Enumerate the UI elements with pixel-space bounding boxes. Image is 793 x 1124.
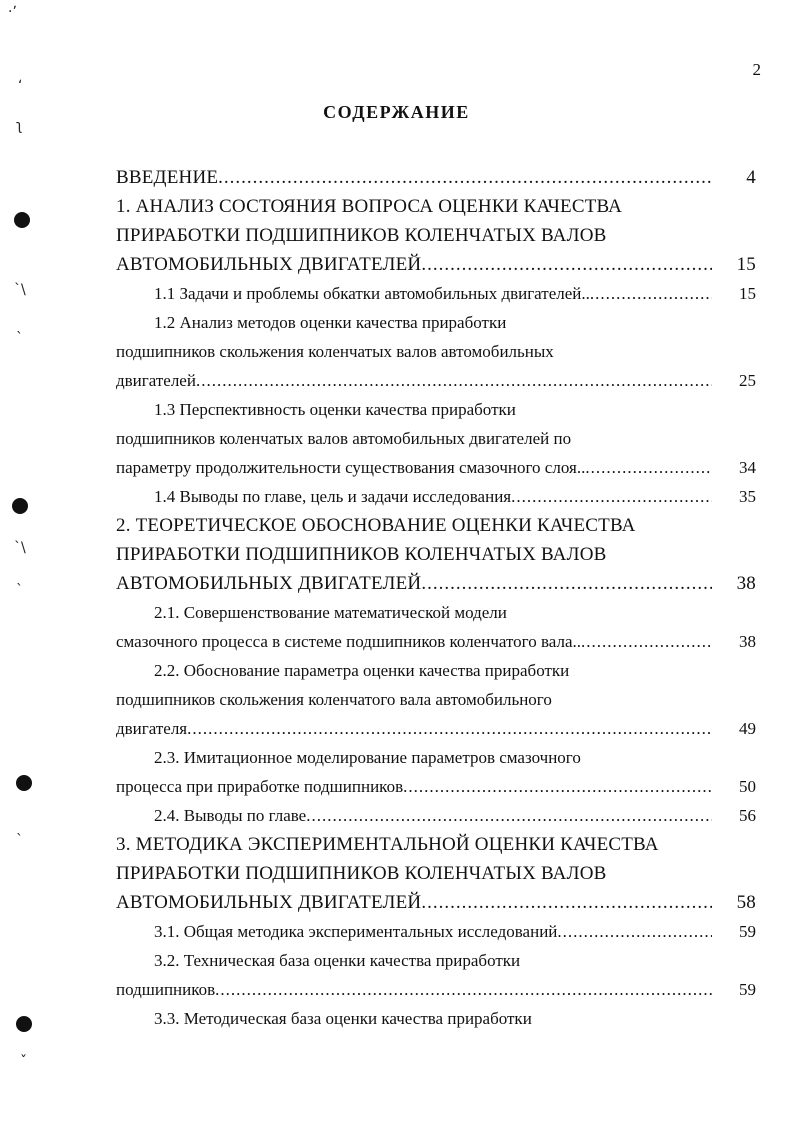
toc-page-number: 56 [739, 806, 756, 825]
toc-page-number: 34 [739, 458, 756, 477]
toc-line-text: ПРИРАБОТКИ ПОДШИПНИКОВ КОЛЕНЧАТЫХ ВАЛОВ [116, 225, 607, 246]
toc-page-number: 59 [739, 980, 756, 999]
toc-line-text: 3.3. Методическая база оценки качества приработки [154, 1009, 532, 1028]
toc-entry [154, 279, 756, 308]
scan-speck: ˋ\ [14, 540, 26, 556]
punch-hole-mark [14, 212, 30, 228]
toc-page-number: 58 [736, 892, 756, 913]
toc-line [116, 540, 756, 569]
toc-leader-dots [421, 888, 712, 917]
toc-entry-title: АВТОМОБИЛЬНЫХ ДВИГАТЕЛЕЙ [116, 892, 422, 913]
scan-speck: ˋ\ [14, 282, 26, 298]
toc-line-text: 1.2 Анализ методов оценки качества приработки [154, 313, 507, 332]
toc-page-number: 50 [739, 777, 756, 796]
toc-entry-title: 1.4 Выводы по главе, цель и задачи исследования [154, 487, 512, 506]
toc-line [116, 482, 756, 511]
toc-entry-title: ВВЕДЕНИЕ [116, 167, 219, 188]
toc-line [116, 830, 756, 859]
toc-leader-dots [557, 917, 712, 946]
toc-leader-dots [306, 801, 712, 830]
toc-line-text: 2. ТЕОРЕТИЧЕСКОЕ ОБОСНОВАНИЕ ОЦЕНКИ КАЧЕСТВА [116, 515, 636, 536]
punch-hole-mark [12, 498, 28, 514]
toc-entry [116, 888, 756, 917]
scan-speck: ·ʼ [8, 4, 17, 20]
toc-page-number: 25 [739, 371, 756, 390]
toc-entry [116, 714, 756, 743]
toc-line-text: подшипников скольжения коленчатого вала автомобильного [116, 690, 552, 709]
toc-entry-title: смазочного процесса в системе подшипников коленчатого вала.. [116, 632, 582, 651]
toc-page-number: 15 [736, 254, 756, 275]
toc-entry [154, 801, 756, 830]
scan-speck: ˎ [16, 820, 23, 836]
toc-entry [116, 250, 756, 279]
toc-line-text: 3. МЕТОДИКА ЭКСПЕРИМЕНТАЛЬНОЙ ОЦЕНКИ КАЧЕСТВА [116, 834, 659, 855]
toc-entry-title: процесса при приработке подшипников [116, 777, 404, 796]
scan-speck: ʅ [16, 118, 23, 134]
toc-leader-dots [581, 627, 712, 656]
toc-line-text: подшипников скольжения коленчатых валов автомобильных [116, 342, 554, 361]
toc-leader-dots [590, 279, 712, 308]
toc-leader-dots [187, 714, 712, 743]
toc-page-number: 38 [736, 573, 756, 594]
toc-line [116, 308, 756, 337]
punch-hole-mark [16, 775, 32, 791]
toc-page-number: 35 [739, 487, 756, 506]
toc-entry [116, 772, 756, 801]
toc-page-number: 4 [746, 167, 756, 188]
toc-line [116, 801, 756, 830]
page-title: СОДЕРЖАНИЕ [323, 102, 470, 122]
toc-line [116, 424, 756, 453]
page-number: 2 [752, 60, 761, 79]
toc-line [116, 453, 756, 482]
toc-line [116, 163, 756, 192]
toc-line [116, 395, 756, 424]
toc-entry-title: 3.1. Общая методика экспериментальных исследований [154, 922, 558, 941]
toc-line [116, 975, 756, 1004]
toc-page-number: 38 [739, 632, 756, 651]
toc-entry [116, 366, 756, 395]
toc-leader-dots [421, 250, 712, 279]
toc-line-text: подшипников коленчатых валов автомобильных двигателей по [116, 429, 572, 448]
toc-entry-title: АВТОМОБИЛЬНЫХ ДВИГАТЕЛЕЙ [116, 573, 422, 594]
toc-line [116, 511, 756, 540]
toc-entry [116, 163, 756, 192]
toc-page-number: 59 [739, 922, 756, 941]
toc-line-text: 1.3 Перспективность оценки качества приработки [154, 400, 516, 419]
toc-line [116, 917, 756, 946]
toc-line [116, 337, 756, 366]
toc-line [116, 366, 756, 395]
toc-line-text: ПРИРАБОТКИ ПОДШИПНИКОВ КОЛЕНЧАТЫХ ВАЛОВ [116, 544, 607, 565]
toc-line [116, 743, 756, 772]
toc-leader-dots [196, 366, 712, 395]
toc-line-text: 1. АНАЛИЗ СОСТОЯНИЯ ВОПРОСА ОЦЕНКИ КАЧЕСТВА [116, 196, 623, 217]
toc-leader-dots [421, 569, 712, 598]
toc-entry-title: двигателя [116, 719, 188, 738]
scan-speck: ˎ [16, 318, 23, 334]
toc-line [116, 772, 756, 801]
toc-page-number: 49 [739, 719, 756, 738]
toc-page-number: 15 [739, 284, 756, 303]
toc-entry-title: 2.4. Выводы по главе [154, 806, 307, 825]
toc-entry-title: параметру продолжительности существования смазочного слоя.. [116, 458, 586, 477]
toc-line [116, 598, 756, 627]
toc-entry [116, 453, 756, 482]
toc-line [116, 569, 756, 598]
toc-leader-dots [403, 772, 712, 801]
toc-entry [116, 569, 756, 598]
toc-line [116, 1004, 756, 1033]
table-of-contents [116, 163, 756, 1033]
toc-line [116, 656, 756, 685]
toc-line-text: 2.3. Имитационное моделирование параметров смазочного [154, 748, 581, 767]
toc-entry-title: двигателей [116, 371, 196, 390]
scan-speck: ʻ [18, 78, 23, 94]
toc-line [116, 221, 756, 250]
toc-line [116, 685, 756, 714]
toc-line [116, 279, 756, 308]
toc-entry [116, 975, 756, 1004]
toc-line-text: 2.2. Обоснование параметра оценки качества приработки [154, 661, 570, 680]
toc-line-text: 2.1. Совершенствование математической модели [154, 603, 507, 622]
toc-line [116, 714, 756, 743]
toc-entry-title: АВТОМОБИЛЬНЫХ ДВИГАТЕЛЕЙ [116, 254, 422, 275]
punch-hole-mark [16, 1016, 32, 1032]
toc-entry [116, 627, 756, 656]
toc-leader-dots [585, 453, 712, 482]
toc-entry [154, 482, 756, 511]
toc-leader-dots [218, 163, 712, 192]
toc-line [116, 946, 756, 975]
toc-entry-title: 1.1 Задачи и проблемы обкатки автомобильных двигателей.. [154, 284, 590, 303]
toc-line-text: ПРИРАБОТКИ ПОДШИПНИКОВ КОЛЕНЧАТЫХ ВАЛОВ [116, 863, 607, 884]
toc-entry [154, 917, 756, 946]
scan-speck: ˎ [16, 570, 23, 586]
toc-leader-dots [511, 482, 712, 511]
scan-speck: ˇ [20, 1054, 27, 1070]
toc-line [116, 192, 756, 221]
toc-line [116, 250, 756, 279]
toc-line [116, 888, 756, 917]
toc-line-text: 3.2. Техническая база оценки качества приработки [154, 951, 521, 970]
toc-line [116, 859, 756, 888]
toc-line [116, 627, 756, 656]
toc-entry-title: подшипников [116, 980, 216, 999]
toc-leader-dots [215, 975, 712, 1004]
